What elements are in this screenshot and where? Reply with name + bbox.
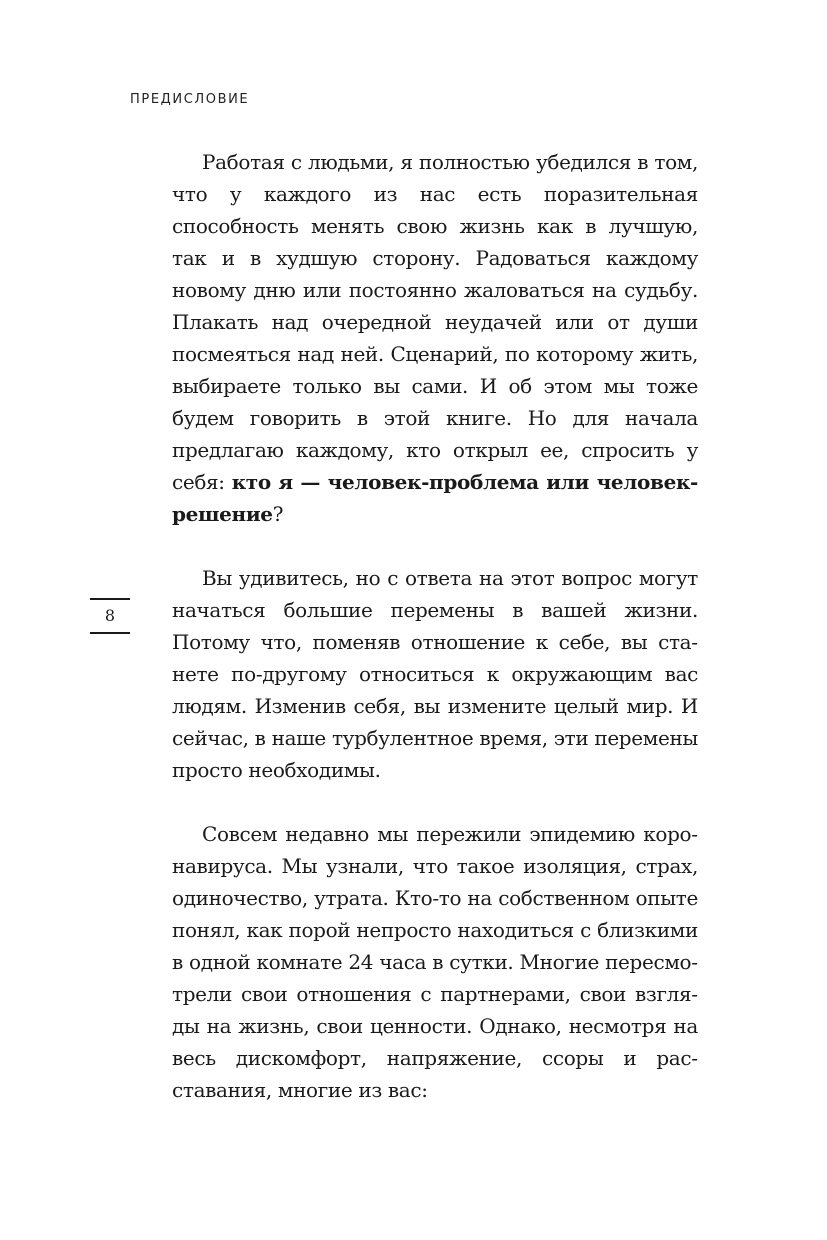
- paragraph-1: [172, 146, 698, 530]
- paragraph-1-text: Работая с людьми, я полностью убедился в том, что у каждого из нас есть поразительная способность менять свою жизнь как в лучшую, так и в худшую сторону. Радоваться каждому новому дню или постоянно жаловаться на судьбу. Плакать над очередной неудачей или от души посмеяться над ней. Сценарий, по которому жить, выбираете только вы сами. И об этом мы тоже будем говорить в этой книге. Но для начала предлагаю каждому, кто открыл ее, спросить у себя:: [172, 150, 698, 494]
- page-number-rule-bottom: [90, 632, 130, 634]
- page-number-marker: [90, 598, 130, 634]
- page-number: 8: [104, 606, 116, 625]
- paragraph-2: Вы удивитесь, но с ответа на этот вопрос могут начаться большие перемены в вашей жизни. Потому что, поменяв отношение к себе, вы станете по-другому относиться к окружающим вас людям. Изменив себя, вы измените целый мир. И сейчас, в наше турбулентное время, эти перемены просто необходимы.: [172, 566, 698, 782]
- running-head: ПРЕДИСЛОВИЕ: [130, 92, 250, 107]
- body-text: [172, 146, 698, 1106]
- paragraph-1-bold-question: кто я — человек-проблема или человек-решение: [172, 470, 698, 526]
- paragraph-3: Совсем недавно мы пережили эпидемию коронавируса. Мы узнали, что такое изоляция, страх, одиночество, утрата. Кто-то на собственном опыте понял, как порой непросто находиться с близкими в одной комнате 24 часа в сутки. Многие пересмотрели свои отношения с партнерами, свои взгляды на жизнь, свои ценности. Однако, несмотря на весь дискомфорт, напряжение, ссоры и расставания, многие из вас:: [172, 822, 698, 1102]
- paragraph-1-end: ?: [272, 502, 284, 526]
